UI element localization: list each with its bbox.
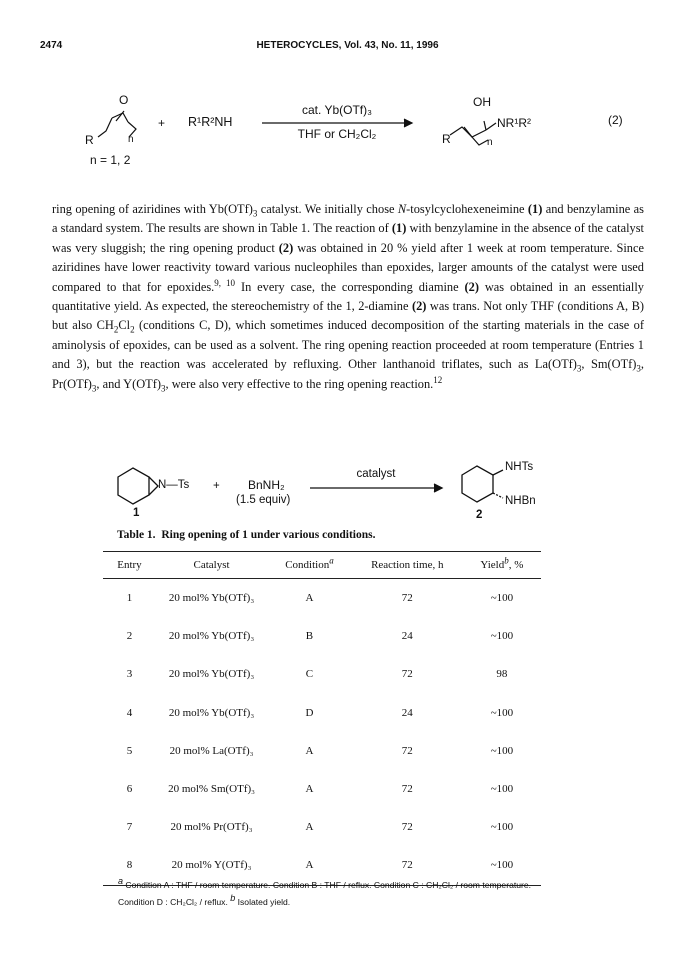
table-row [103,694,541,732]
reagent-top: cat. Yb(OTf)₃ [301,103,372,117]
cell-yield: ~100 [463,846,541,885]
cell-time: 72 [401,668,413,681]
aziridine-structure [0,440,695,530]
cell-entry: 4 [126,706,133,719]
col-time: Reaction time, h [352,552,463,579]
cell-catalyst: 20 mol% La(OTf)₃ [169,744,254,757]
cell-condition: A [305,783,314,796]
running-head: HETEROCYCLES, Vol. 43, No. 11, 1996 [256,40,439,51]
n-values-label: n = 1, 2 [90,153,131,167]
plus-sign-2: + [213,480,220,492]
table-caption: Table 1. Ring opening of 1 under various conditions. [117,529,376,541]
cell-entry: 3 [126,668,133,681]
product-nhts-label: NHTs [505,461,534,473]
col-catalyst: Catalyst [156,552,267,579]
col-condition: Condition$^a$ [267,552,352,579]
cell-time: 72 [401,592,413,605]
amine-label: R¹R²NH [188,115,233,129]
cell-entry: 8 [103,846,156,885]
product-n-label: n [487,137,493,148]
reaction-scheme-2 [0,85,695,170]
table-header-row [103,552,541,579]
cell-catalyst: 20 mol% Y(OTf)₃ [156,846,267,885]
cell-catalyst: 20 mol% Pr(OTf)₃ [170,821,253,834]
product-r-label: R [442,132,451,146]
compound-2-label: 2 [476,509,483,521]
cell-catalyst: 20 mol% Yb(OTf)₃ [168,592,255,605]
table-reaction-scheme [0,440,695,530]
cell-condition: A [267,846,352,885]
cell-yield: ~100 [490,630,514,643]
cell-condition: A [305,821,314,834]
cell-time: 72 [401,821,413,834]
body-paragraph: ring opening of aziridines with $Yb(OTf)_3$ catalyst. We initially chose N-tosylcyclohexeneimine (1) and benzylamine as a standard system. The results are shown in Table 1. The reaction of (1) with benzylamine in the absence of the catalyst was very sluggish; the ring opening product (2) was obtained in 20 % yield after 1 week at room temperature. Since aziridines have lower reactivity toward various nucleophiles than epoxides, larger amounts of the catalyst were used compared to that for epoxides.$^{9, 10}$ In every case, the corresponding diamine (2) was obtained in an essentially quantitative yield. As expected, the stereochemistry of the 1, 2-diamine (2) was trans. Not only THF (conditions A, B) but also $CH_2Cl_2$ (conditions C, D), which sometimes induced decomposition of the starting materials in the case of aminolysis of epoxides, can be used as a solvent. The ring opening reaction proceeded at room temperature (Entries 1 and 3), but the reaction was accelerated by refluxing. Other lanthanoid triflates, such as $La(OTf)_3$, $Sm(OTf)_3$, $Pr(OTf)_3$, and $Y(OTf)_3$, were also very effective to the ring opening reaction.$^{12}$ [52,202,645,394]
compound-1-label: 1 [133,507,140,519]
table-row [103,808,541,846]
cell-entry: 2 [126,630,133,643]
col-yield: Yield$^b$, % [463,552,541,579]
cell-yield: ~100 [490,592,514,605]
cell-time: 72 [401,783,413,796]
product-nr-label: NR¹R² [497,116,531,130]
cell-catalyst: 20 mol% Sm(OTf)₃ [168,783,255,796]
cell-catalyst: 20 mol% Yb(OTf)₃ [168,668,255,681]
table-1 [103,551,541,886]
table-row [103,617,541,655]
cell-catalyst: 20 mol% Yb(OTf)₃ [168,706,255,719]
product-oh-label: OH [473,95,491,109]
cell-entry: 5 [126,744,133,757]
cell-condition: A [305,744,314,757]
cell-yield: ~100 [490,706,514,719]
plus-sign: + [158,116,166,130]
page-number: 2474 [40,40,63,51]
table-row [103,770,541,808]
epoxide-r-label: R [85,133,94,147]
epoxide-n-label: n [128,134,134,145]
footnote-line-1: $^a$ Condition A : THF / room temperature. Condition B : THF / reflux. Condition C : CH₂Cl₂ / room temperature. [118,876,532,890]
catalyst-label: catalyst [356,468,396,480]
reagent-bottom: THF or CH₂Cl₂ [297,127,377,141]
bnnh2-label: BnNH₂ [248,478,285,492]
cell-yield: 98 [496,668,508,681]
cell-condition: D [305,706,314,719]
cell-time: 72 [401,744,413,757]
product-nhbn-label: NHBn [505,495,536,507]
cell-time: 24 [401,630,413,643]
cell-yield: ~100 [490,821,514,834]
cell-condition: B [305,630,314,643]
cell-condition: A [305,592,314,605]
cell-condition: C [305,668,314,681]
epoxide-o-label: O [119,93,129,107]
cell-entry: 1 [126,592,133,605]
cell-time: 24 [401,706,413,719]
cell-entry: 6 [126,783,133,796]
table-row [103,655,541,693]
cell-yield: ~100 [490,744,514,757]
table-row [103,579,541,618]
footnote-line-2: Condition D : CH₂Cl₂ / reflux. $^b$ Isolated yield. [118,893,291,907]
cell-catalyst: 20 mol% Yb(OTf)₃ [168,630,255,643]
amine-equiv-label: (1.5 equiv) [236,494,291,506]
cell-yield: ~100 [490,783,514,796]
aziridine-nts-label: N—Ts [158,479,190,491]
table-footnotes [118,877,658,911]
cell-time: 72 [352,846,463,885]
table-row [103,732,541,770]
col-entry: Entry [103,552,156,579]
equation-number: (2) [608,113,623,127]
cell-entry: 7 [126,821,133,834]
